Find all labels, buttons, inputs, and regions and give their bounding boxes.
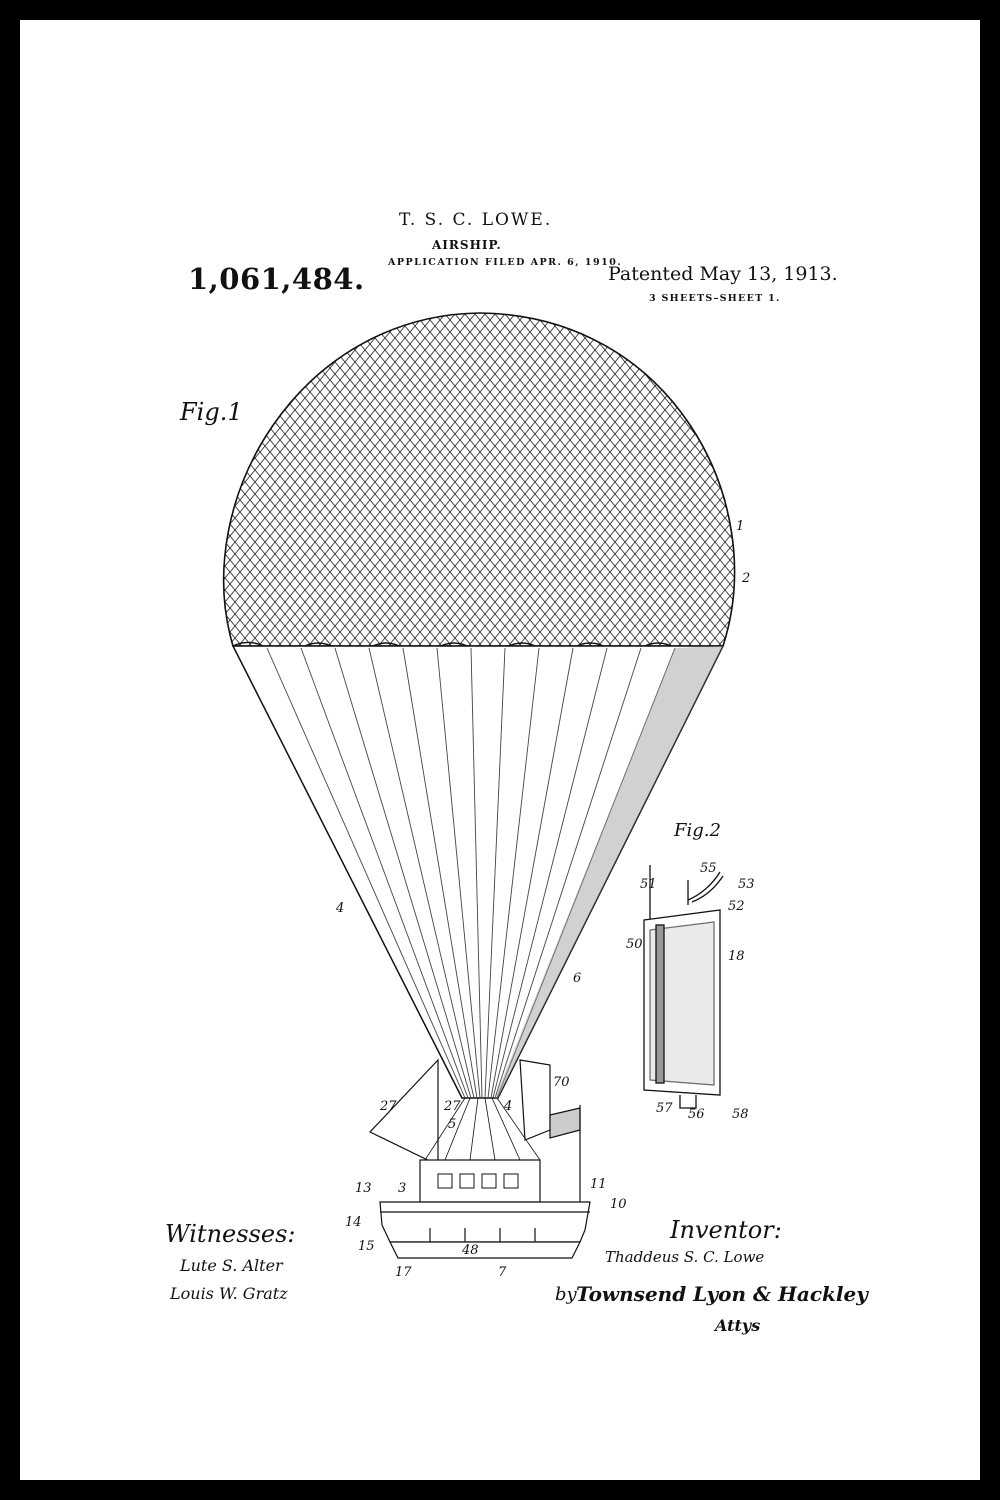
filed-date: APPLICATION FILED APR. 6, 1910.: [388, 257, 623, 268]
ref-55: 55: [700, 861, 717, 876]
patent-drawing: [20, 20, 980, 1480]
fig2-label: Fig.2: [674, 820, 721, 841]
ref-1: 1: [736, 519, 745, 534]
ref-3: 3: [398, 1181, 407, 1196]
ref-2: 2: [742, 571, 751, 586]
ref-56: 56: [688, 1107, 705, 1122]
fig2-tank: [644, 865, 723, 1108]
ref-53: 53: [738, 877, 755, 892]
attorneys-signature: Townsend Lyon & Hackley: [576, 1282, 868, 1306]
patent-title: AIRSHIP.: [432, 238, 502, 252]
ref-52: 52: [728, 899, 745, 914]
ref-4: 4: [336, 901, 345, 916]
ref-17: 17: [395, 1265, 412, 1280]
witness-signature-1: Lute S. Alter: [180, 1256, 283, 1275]
attorneys-label: Attys: [715, 1316, 761, 1335]
witnesses-label: Witnesses:: [165, 1220, 296, 1248]
ref-13: 13: [355, 1181, 372, 1196]
ref-14: 14: [345, 1215, 362, 1230]
by-label: by: [555, 1284, 577, 1305]
ref-58: 58: [732, 1107, 749, 1122]
patent-sheet: [20, 20, 980, 1480]
patent-number: 1,061,484.: [188, 262, 365, 296]
ref-27a: 27: [380, 1099, 397, 1114]
ref-11: 11: [590, 1177, 607, 1192]
inventor-label: Inventor:: [670, 1216, 782, 1244]
ref-7: 7: [498, 1265, 507, 1280]
patented-date: Patented May 13, 1913.: [608, 263, 838, 285]
inventor-name: T. S. C. LOWE.: [399, 210, 553, 230]
ref-50: 50: [626, 937, 643, 952]
ref-18: 18: [728, 949, 745, 964]
ref-15: 15: [358, 1239, 375, 1254]
ref-51: 51: [640, 877, 657, 892]
witness-signature-2: Louis W. Gratz: [170, 1284, 288, 1303]
ref-5: 5: [448, 1117, 457, 1132]
ref-48: 48: [462, 1243, 479, 1258]
ref-10: 10: [610, 1197, 627, 1212]
ref-27b: 27: [444, 1099, 461, 1114]
ref-6: 6: [573, 971, 582, 986]
inventor-signature: Thaddeus S. C. Lowe: [605, 1248, 765, 1266]
ref-4b: 4: [504, 1099, 513, 1114]
balloon-envelope: [224, 313, 735, 653]
fig1-label: Fig.1: [180, 398, 243, 426]
ref-70: 70: [553, 1075, 570, 1090]
ref-57: 57: [656, 1101, 673, 1116]
sheet-count: 3 SHEETS–SHEET 1.: [649, 293, 781, 304]
